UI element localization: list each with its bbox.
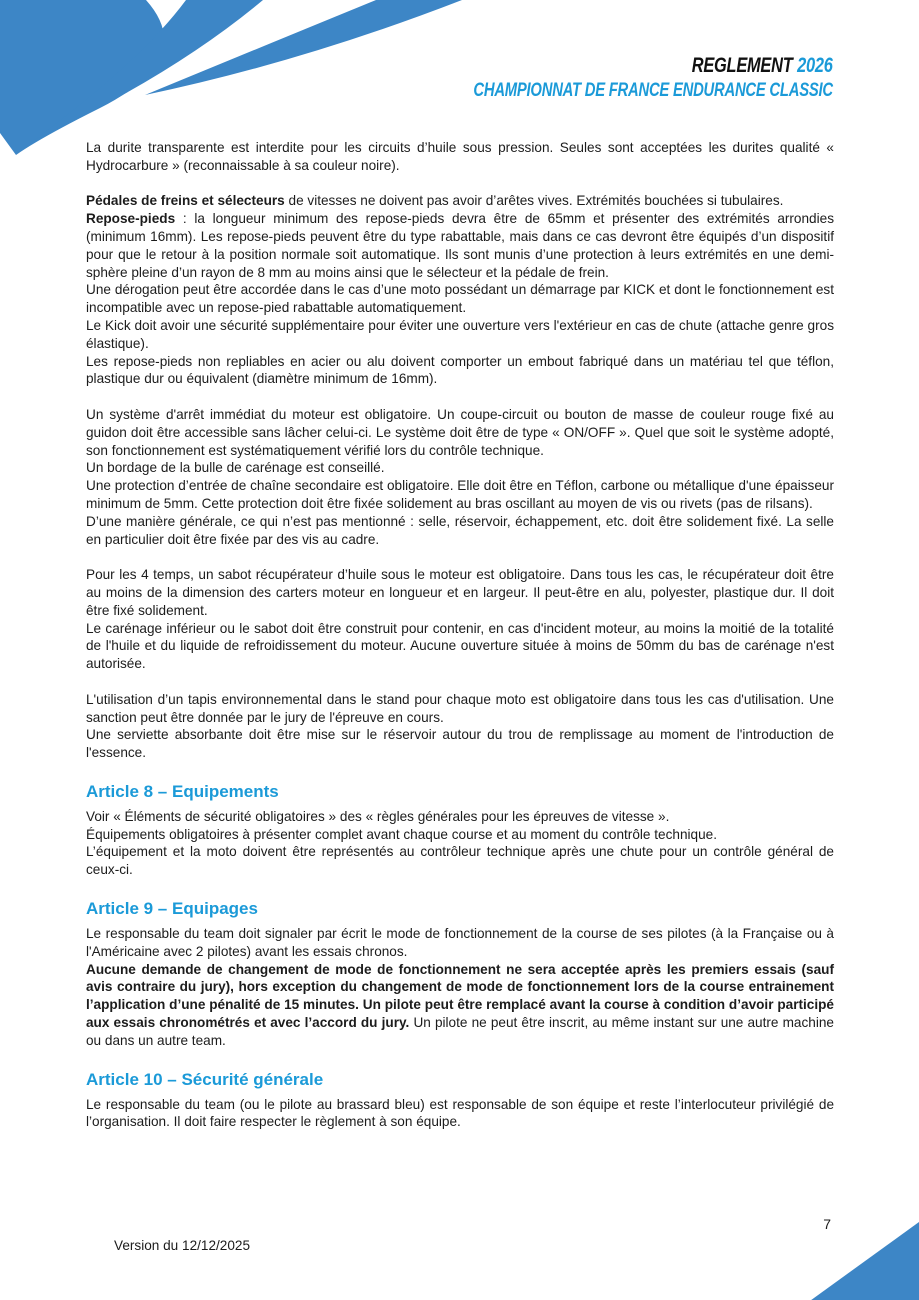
para-carenage-inferieur: Le carénage inférieur ou le sabot doit être construit pour contenir, en cas d'incident moteur, au moins la moitié de la totalité de l'huile et du liquide de refroidissement du moteur. Aucune ouverture située à moins de 50mm du bas de carénage n'est autorisée. [86, 620, 834, 672]
para-derogation: Une dérogation peut être accordée dans le cas d’une moto possédant un démarrage par KICK et dont le fonctionnement est incompatible avec un repose-pied rabattable automatiquement. [86, 282, 834, 316]
para-changement-mode: Aucune demande de changement de mode de fonctionnement ne sera acceptée après les premiers essais (sauf avis contraire du jury), hors exception du changement de mode de fonctionnement lors de la course entrainement l’application d’une pénalité de 15 minutes. Un pilote peut être remplacé avant la course à condition d’avoir participé aux essais chronométrés et avec l’accord du jury. Un pilote ne peut être inscrit, au même instant sur une autre machine ou dans un autre team. [86, 961, 834, 1048]
para-securite-generale: Le responsable du team (ou le pilote au brassard bleu) est responsable de son équipe et reste l’interlocuteur privilégié de l’organisation. Il doit faire respecter le règlement à son équipe. [86, 1096, 834, 1130]
para-embout: Les repose-pieds non repliables en acier ou alu doivent comporter un embout fabriqué dans un matériau tel que téflon, plastique dur ou équivalent (diamètre minimum de 16mm). [86, 353, 834, 387]
para-coupe-circuit: Un système d'arrêt immédiat du moteur est obligatoire. Un coupe-circuit ou bouton de masse de couleur rouge fixé au guidon doit être accessible sans lâcher celui-ci. Le système doit être de type « ON/OFF ». Quel que soit le système adopté, son fonctionnement est systématiquement vérifié lors du contrôle technique. [86, 406, 834, 458]
para-bordage: Un bordage de la bulle de carénage est conseillé. [86, 460, 385, 476]
para-equipements-voir: Voir « Éléments de sécurité obligatoires » des « règles générales pour les épreuves de vitesse ». [86, 808, 670, 824]
para-sabot: Pour les 4 temps, un sabot récupérateur d’huile sous le moteur est obligatoire. Dans tous les cas, le récupérateur doit être au moins de la dimension des carters moteur en longueur et en largeur. Il peut-être en alu, polyester, plastique dur. Il doit être fixé solidement. [86, 567, 834, 618]
header-subtitle-line [372, 81, 833, 102]
document-body [86, 139, 834, 1131]
para-repose-pieds: Repose-pieds : la longueur minimum des repose-pieds devra être de 65mm et présenter des extrémités arrondies (minimum 16mm). Les repose-pieds peuvent être du type rabattable, mais dans ce cas devront être équipés d’un dispositif pour que le retour à la position normale soit automatique. Ils sont munis d’une protection à leurs extrémités en une demi-sphère pleine d’un rayon de 8 mm au moins ainsi que le sélecteur et la pédale de frein. [86, 211, 834, 280]
para-durite: La durite transparente est interdite pour les circuits d’huile sous pression. Seules sont acceptées les durites qualité « Hydrocarbure » (reconnaissable à sa couleur noire). [86, 140, 834, 173]
bold-lead-text: Pédales de freins et sélecteurs [86, 193, 285, 209]
para-equipement-chute: L’équipement et la moto doivent être représentés au contrôleur technique après une chute pour un contrôle général de ceux-ci. [86, 844, 834, 878]
para-maniere-generale: D’une manière générale, ce qui n’est pas mentionné : selle, réservoir, échappement, etc. doit être solidement fixé. La selle en particulier doit être fixée par des vis au cadre. [86, 513, 834, 547]
para-kick: Le Kick doit avoir une sécurité supplémentaire pour éviter une ouverture vers l'extérieur en cas de chute (attache genre gros élastique). [86, 317, 834, 351]
document-header [372, 54, 833, 102]
page-number: 7 [823, 1216, 831, 1232]
version-note: Version du 12/12/2025 [114, 1238, 251, 1253]
header-title-line [372, 54, 833, 77]
para-tapis: L'utilisation d’un tapis environnemental dans le stand pour chaque moto est obligatoire dans tous les cas d'utilisation. Une sanction peut être donnée par le jury de l'épreuve en cours. [86, 691, 834, 725]
para-protection-chaine: Une protection d’entrée de chaîne secondaire est obligatoire. Elle doit être en Téflon, carbone ou métallique d'une épaisseur minimum de 5mm. Cette protection doit être fixée solidement au bras oscillant au moyen de vis ou rivets (pas de rilsans). [86, 478, 834, 511]
header-year: 2026 [797, 54, 833, 77]
bold-lead-text: Aucune demande de changement de mode de fonctionnement ne sera acceptée après les premiers essais (sauf avis contraire du jury), hors exception du changement de mode de fonctionnement lors de la course entrainement l’application d’une pénalité de 15 minutes. Un pilote peut être remplacé avant la course à condition d’avoir participé aux essais chronométrés et avec l’accord du jury. [86, 961, 834, 1031]
header-title: REGLEMENT [692, 54, 793, 77]
para-serviette: Une serviette absorbante doit être mise sur le réservoir autour du trou de remplissage au moment de l'introduction de l'essence. [86, 727, 834, 761]
article-8-heading: Article 8 – Equipements [86, 781, 279, 801]
bottom-right-corner-decoration [809, 1222, 919, 1300]
para-pedales: Pédales de freins et sélecteurs de vitesses ne doivent pas avoir d’arêtes vives. Extrémités bouchées si tubulaires. [86, 193, 784, 209]
bold-lead-text: Repose-pieds [86, 211, 176, 227]
article-10-heading: Article 10 – Sécurité générale [86, 1069, 324, 1089]
para-responsable-team: Le responsable du team doit signaler par écrit le mode de fonctionnement de la course de ses pilotes (à la Française ou à l'Américaine avec 2 pilotes) avant les essais chronos. [86, 926, 834, 959]
para-equipements-obligatoires: Équipements obligatoires à présenter complet avant chaque course et au moment du contrôle technique. [86, 826, 717, 842]
header-subtitle: CHAMPIONNAT DE FRANCE ENDURANCE CLASSIC [473, 80, 833, 102]
article-9-heading: Article 9 – Equipages [86, 899, 258, 919]
